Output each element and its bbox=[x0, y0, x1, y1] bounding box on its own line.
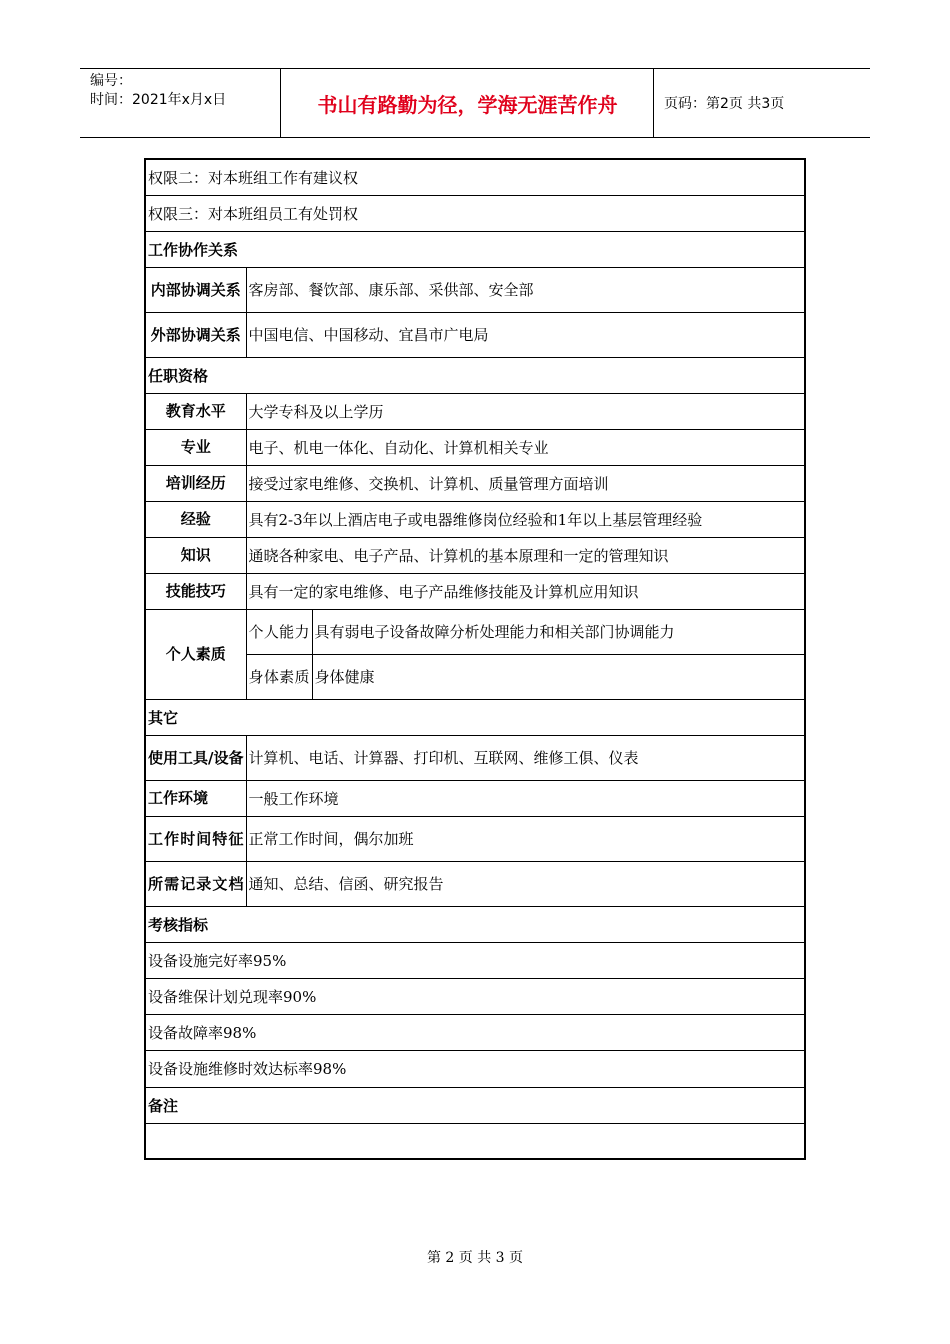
education-value: 大学专科及以上学历 bbox=[246, 393, 805, 429]
page-header bbox=[80, 68, 870, 138]
education-label: 教育水平 bbox=[145, 393, 246, 429]
knowledge-label: 知识 bbox=[145, 537, 246, 573]
kpi-item: 设备维保计划兑现率90% bbox=[145, 978, 805, 1014]
personal-quality-label: 个人素质 bbox=[145, 609, 246, 699]
physical-label: 身体素质 bbox=[246, 654, 312, 699]
tools-value: 计算机、电话、计算器、打印机、互联网、维修工俱、仪表 bbox=[246, 735, 805, 780]
remark-value bbox=[145, 1123, 805, 1159]
header-meta bbox=[80, 69, 281, 137]
documents-label: 所需记录文档 bbox=[145, 861, 246, 906]
skill-value: 具有一定的家电维修、电子产品维修技能及计算机应用知识 bbox=[246, 573, 805, 609]
kpi-item: 设备设施维修时效达标率98% bbox=[145, 1050, 805, 1087]
training-value: 接受过家电维修、交换机、计算机、质量管理方面培训 bbox=[246, 465, 805, 501]
number-label: 编号： bbox=[90, 73, 132, 89]
internal-label: 内部协调关系 bbox=[145, 267, 246, 312]
training-label: 培训经历 bbox=[145, 465, 246, 501]
work-time-value: 正常工作时间，偶尔加班 bbox=[246, 816, 805, 861]
tools-label: 使用工具/设备 bbox=[145, 735, 246, 780]
permission-3: 权限三：对本班组员工有处罚权 bbox=[145, 195, 805, 231]
section-other: 其它 bbox=[145, 699, 805, 735]
experience-label: 经验 bbox=[145, 501, 246, 537]
environment-label: 工作环境 bbox=[145, 780, 246, 816]
major-value: 电子、机电一体化、自动化、计算机相关专业 bbox=[246, 429, 805, 465]
internal-value: 客房部、餐饮部、康乐部、采供部、安全部 bbox=[246, 267, 805, 312]
page-footer: 第 2 页 共 3 页 bbox=[426, 1250, 524, 1266]
section-collaboration: 工作协作关系 bbox=[145, 231, 805, 267]
section-remark: 备注 bbox=[145, 1087, 805, 1123]
external-value: 中国电信、中国移动、宜昌市广电局 bbox=[246, 312, 805, 357]
major-label: 专业 bbox=[145, 429, 246, 465]
work-time-label: 工作时间特征 bbox=[145, 816, 246, 861]
documents-value: 通知、总结、信函、研究报告 bbox=[246, 861, 805, 906]
section-kpi: 考核指标 bbox=[145, 906, 805, 942]
physical-value: 身体健康 bbox=[312, 654, 805, 699]
external-label: 外部协调关系 bbox=[145, 312, 246, 357]
time-label: 时间：2021年x月x日 bbox=[90, 92, 227, 108]
kpi-item: 设备故障率98% bbox=[145, 1014, 805, 1050]
skill-label: 技能技巧 bbox=[145, 573, 246, 609]
job-description-table bbox=[144, 158, 806, 1160]
ability-value: 具有弱电子设备故障分析处理能力和相关部门协调能力 bbox=[312, 609, 805, 654]
knowledge-value: 通晓各种家电、电子产品、计算机的基本原理和一定的管理知识 bbox=[246, 537, 805, 573]
experience-value: 具有2-3年以上酒店电子或电器维修岗位经验和1年以上基层管理经验 bbox=[246, 501, 805, 537]
section-qualification: 任职资格 bbox=[145, 357, 805, 393]
environment-value: 一般工作环境 bbox=[246, 780, 805, 816]
header-page-info: 页码：第2页 共3页 bbox=[664, 96, 785, 112]
ability-label: 个人能力 bbox=[246, 609, 312, 654]
header-motto: 书山有路勤为径，学海无涯苦作舟 bbox=[282, 69, 654, 137]
kpi-item: 设备设施完好率95% bbox=[145, 942, 805, 978]
permission-2: 权限二：对本班组工作有建议权 bbox=[145, 159, 805, 195]
